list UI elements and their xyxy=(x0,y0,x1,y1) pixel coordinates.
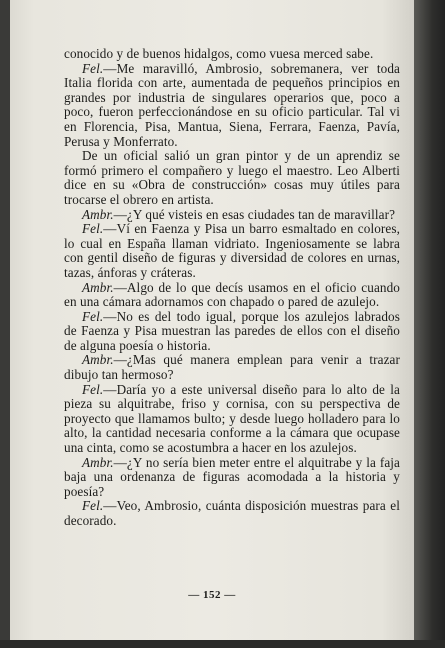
paragraph-8 xyxy=(64,353,400,382)
paragraph-6-text: —Algo de lo que decís usamos en el oficio cuando en una cámara adornamos con chapado o pared de azulejo. xyxy=(64,279,400,310)
page-edge-shadow xyxy=(414,0,445,648)
paragraph-1 xyxy=(64,47,400,62)
paragraph-11-text: —Veo, Ambrosio, cuánta disposición muestras para el decorado. xyxy=(64,498,400,528)
paragraph-11 xyxy=(64,499,400,528)
speaker-label: Fel. xyxy=(82,498,104,514)
book-page xyxy=(10,0,414,640)
speaker-label: Fel. xyxy=(82,308,104,324)
paragraph-5-text: —Ví en Faenza y Pisa un barro esmaltado en colores, lo cual en España llaman vidriato. Ingeniosamente se labra con gentil diseño de figuras y diversidad de colores en urnas, tazas, ánforas y cráteras. xyxy=(64,221,400,280)
speaker-label: Ambr. xyxy=(82,352,114,368)
paragraph-4 xyxy=(64,208,400,223)
paragraph-2 xyxy=(64,62,400,150)
speaker-label: Fel. xyxy=(82,60,104,76)
paragraph-3 xyxy=(64,149,400,207)
paragraph-7-text: —No es del todo igual, porque los azulejos labrados de Faenza y Pisa muestran las paredes de ellos con el diseño de alguna poesía o historia. xyxy=(64,308,400,353)
speaker-label: Ambr. xyxy=(82,454,114,470)
speaker-label: Fel. xyxy=(82,381,104,397)
paragraph-4-text: —¿Y qué visteis en esas ciudades tan de maravillar? xyxy=(113,206,396,222)
body-text xyxy=(64,47,400,529)
page-bottom-shadow xyxy=(0,640,445,648)
paragraph-10 xyxy=(64,456,400,500)
paragraph-7 xyxy=(64,310,400,354)
paragraph-9 xyxy=(64,383,400,456)
paragraph-10-text: —¿Y no sería bien meter entre el alquitrabe y la faja baja una ordenanza de figuras acomodada a la historia y poesía? xyxy=(64,454,400,499)
paragraph-6 xyxy=(64,281,400,310)
paragraph-2-text: —Me maravilló, Ambrosio, sobremanera, ver toda Italia florida con arte, aumentada de pequeños principios en grandes por industria de singulares operarios que, poco a poco, fueron perfeccionándose en su oficio particular. Tal vi en Florencia, Pisa, Mantua, Siena, Ferrara, Faenza, Pavía, Perusa y Monferrato. xyxy=(64,60,400,149)
speaker-label: Ambr. xyxy=(82,279,114,295)
paragraph-3-text: De un oficial salió un gran pintor y de un aprendiz se formó primero el compañero y luego el maestro. Leo Alberti dice en su «Obra de construcción» cosas muy útiles para trocarse el obrero en artista. xyxy=(64,148,400,207)
paragraph-1-text: conocido y de buenos hidalgos, como vuesa merced sabe. xyxy=(64,46,374,61)
speaker-label: Fel. xyxy=(82,221,104,237)
speaker-label: Ambr. xyxy=(82,206,114,222)
paragraph-8-text: —¿Mas qué manera emplean para venir a trazar dibujo tan hermoso? xyxy=(64,352,400,383)
paragraph-5 xyxy=(64,222,400,280)
page-number: — 152 — xyxy=(188,589,236,601)
paragraph-9-text: —Daría yo a este universal diseño para lo alto de la pieza su alquitrabe, friso y cornisa, con su perspectiva de proyecto que llamamos bulto; y desde luego holladero para lo alto, la cantidad necesaria conforme a la cámara que ocupase una cinta, como se acostumbra a hacer en los azulejos. xyxy=(64,381,400,456)
